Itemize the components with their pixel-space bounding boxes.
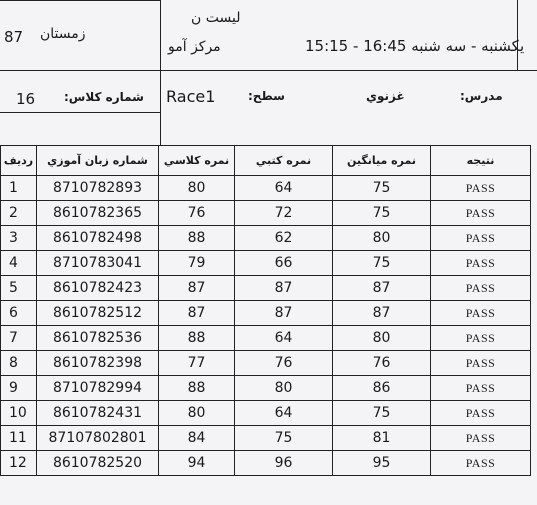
class-score-cell: 84 xyxy=(159,426,235,451)
result-cell: PASS xyxy=(431,426,531,451)
level-label: سطح: xyxy=(248,89,285,103)
written-score-cell: 87 xyxy=(235,301,333,326)
row-number-cell: 9 xyxy=(1,376,37,401)
row-number-cell: 6 xyxy=(1,301,37,326)
term-code: 87 xyxy=(4,28,24,46)
average-score-cell: 75 xyxy=(333,201,431,226)
written-score-cell: 72 xyxy=(235,201,333,226)
written-score-cell: 64 xyxy=(235,401,333,426)
average-score-cell: 87 xyxy=(333,301,431,326)
average-score-cell: 75 xyxy=(333,251,431,276)
student-id-cell: 8710782893 xyxy=(37,176,159,201)
student-id-cell: 8610782398 xyxy=(37,351,159,376)
result-cell: PASS xyxy=(431,226,531,251)
student-id-cell: 8610782536 xyxy=(37,326,159,351)
written-score-cell: 96 xyxy=(235,451,333,476)
table-row xyxy=(1,176,531,201)
written-score-cell: 87 xyxy=(235,276,333,301)
average-score-cell: 76 xyxy=(333,351,431,376)
row-number-cell: 7 xyxy=(1,326,37,351)
row-number-cell: 2 xyxy=(1,201,37,226)
col-written-score: نمره کتبي xyxy=(235,146,333,176)
average-score-cell: 75 xyxy=(333,176,431,201)
class-number-label: شماره کلاس: xyxy=(64,90,144,104)
result-cell: PASS xyxy=(431,376,531,401)
col-result: نتیجه xyxy=(431,146,531,176)
average-score-cell: 80 xyxy=(333,226,431,251)
table-row xyxy=(1,451,531,476)
left-panel-divider xyxy=(160,0,161,145)
result-cell: PASS xyxy=(431,251,531,276)
student-id-cell: 8610782423 xyxy=(37,276,159,301)
written-score-cell: 66 xyxy=(235,251,333,276)
student-id-cell: 87107802801 xyxy=(37,426,159,451)
table-row xyxy=(1,351,531,376)
class-schedule: یکشنبه - سه شنبه 16:45 - 15:15 xyxy=(305,37,525,55)
student-id-cell: 8610782512 xyxy=(37,301,159,326)
class-score-cell: 80 xyxy=(159,176,235,201)
level-value: Race1 xyxy=(166,87,216,106)
table-row xyxy=(1,226,531,251)
class-score-cell: 88 xyxy=(159,326,235,351)
written-score-cell: 75 xyxy=(235,426,333,451)
list-title: لیست ن xyxy=(191,10,241,26)
header-top-rule xyxy=(0,0,160,1)
table-row xyxy=(1,426,531,451)
table-row xyxy=(1,276,531,301)
table-row xyxy=(1,326,531,351)
row-number-cell: 5 xyxy=(1,276,37,301)
result-cell: PASS xyxy=(431,401,531,426)
average-score-cell: 81 xyxy=(333,426,431,451)
result-cell: PASS xyxy=(431,276,531,301)
info-row-underline xyxy=(0,112,160,113)
table-header-row xyxy=(1,146,531,176)
class-score-cell: 88 xyxy=(159,376,235,401)
result-cell: PASS xyxy=(431,351,531,376)
result-cell: PASS xyxy=(431,451,531,476)
written-score-cell: 64 xyxy=(235,326,333,351)
written-score-cell: 80 xyxy=(235,376,333,401)
class-score-cell: 77 xyxy=(159,351,235,376)
class-number: 16 xyxy=(16,90,36,108)
student-id-cell: 8610782520 xyxy=(37,451,159,476)
average-score-cell: 87 xyxy=(333,276,431,301)
row-number-cell: 12 xyxy=(1,451,37,476)
table-row xyxy=(1,401,531,426)
class-score-cell: 79 xyxy=(159,251,235,276)
center-name: مرکز آمو xyxy=(168,39,221,55)
header-mid-rule xyxy=(0,70,537,71)
result-cell: PASS xyxy=(431,301,531,326)
class-score-cell: 80 xyxy=(159,401,235,426)
student-id-cell: 8610782431 xyxy=(37,401,159,426)
col-average-score: نمره میانگین xyxy=(333,146,431,176)
result-cell: PASS xyxy=(431,176,531,201)
class-score-cell: 94 xyxy=(159,451,235,476)
row-number-cell: 1 xyxy=(1,176,37,201)
written-score-cell: 62 xyxy=(235,226,333,251)
result-cell: PASS xyxy=(431,201,531,226)
average-score-cell: 75 xyxy=(333,401,431,426)
class-score-cell: 88 xyxy=(159,226,235,251)
row-number-cell: 3 xyxy=(1,226,37,251)
average-score-cell: 80 xyxy=(333,326,431,351)
student-id-cell: 8710782994 xyxy=(37,376,159,401)
row-number-cell: 11 xyxy=(1,426,37,451)
student-id-cell: 8610782365 xyxy=(37,201,159,226)
table-row xyxy=(1,201,531,226)
row-number-cell: 8 xyxy=(1,351,37,376)
student-id-cell: 8610782498 xyxy=(37,226,159,251)
average-score-cell: 86 xyxy=(333,376,431,401)
written-score-cell: 64 xyxy=(235,176,333,201)
col-row-number: ردیف xyxy=(1,146,37,176)
row-number-cell: 4 xyxy=(1,251,37,276)
result-cell: PASS xyxy=(431,326,531,351)
teacher-name: غزنوي xyxy=(366,89,405,103)
table-row xyxy=(1,301,531,326)
class-score-cell: 87 xyxy=(159,301,235,326)
class-score-cell: 76 xyxy=(159,201,235,226)
student-id-cell: 8710783041 xyxy=(37,251,159,276)
col-class-score: نمره کلاسي xyxy=(159,146,235,176)
season: زمستان xyxy=(40,26,86,42)
class-score-cell: 87 xyxy=(159,276,235,301)
table-row xyxy=(1,251,531,276)
written-score-cell: 76 xyxy=(235,351,333,376)
average-score-cell: 95 xyxy=(333,451,431,476)
teacher-label: مدرس: xyxy=(460,89,503,103)
col-student-id: شماره زبان آموزي xyxy=(37,146,159,176)
row-number-cell: 10 xyxy=(1,401,37,426)
grades-table xyxy=(0,145,531,476)
table-row xyxy=(1,376,531,401)
right-frame-edge xyxy=(517,0,518,70)
